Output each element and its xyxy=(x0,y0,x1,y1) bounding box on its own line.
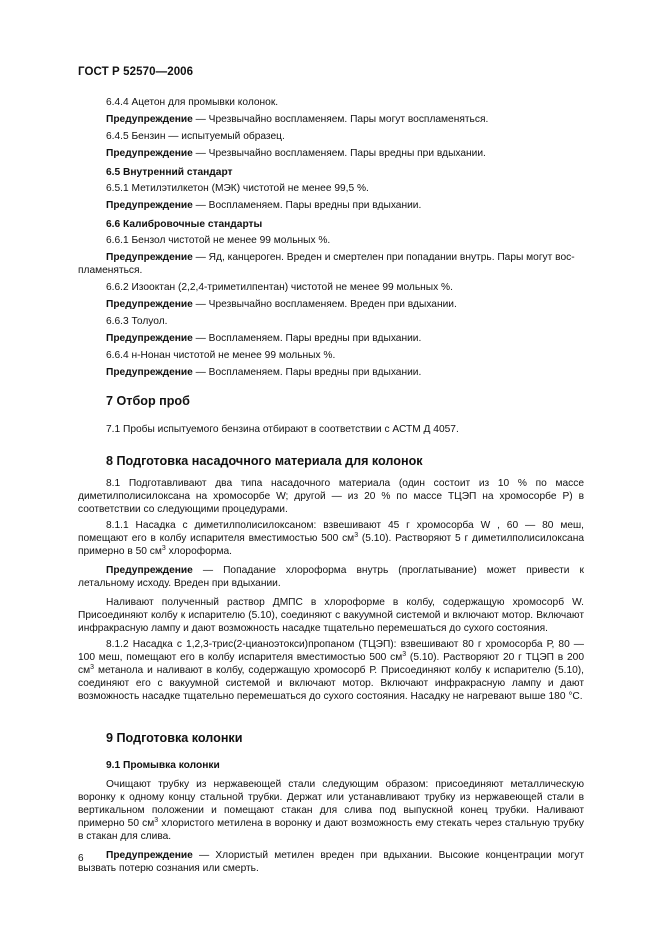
warning-text: — Воспламеняем. Пары вредны при вдыхании. xyxy=(192,367,422,378)
warning-text: — Попадание хлороформа внутрь (проглатывание) может привести к летальному исходу. Вреден при вдыхании. xyxy=(78,565,584,589)
warning-6-6-1-continued: пламеняться. xyxy=(78,265,143,276)
warning-text: — Воспламеняем. Пары вредны при вдыхании. xyxy=(192,200,422,211)
warning-6-5-1 xyxy=(78,199,584,218)
page-number: 6 xyxy=(78,853,84,864)
warning-label: Предупреждение xyxy=(106,200,193,211)
paragraph-6-6-1: 6.6.1 Бензол чистотой не менее 99 мольных %. xyxy=(106,235,331,246)
warning-label: Предупреждение xyxy=(106,367,193,378)
warning-label: Предупреждение xyxy=(106,850,193,861)
paragraph-6-6-2: 6.6.2 Изооктан (2,2,4-триметилпентан) чистотой не менее 99 мольных %. xyxy=(106,282,453,293)
warning-text: — Воспламеняем. Пары вредны при вдыхании. xyxy=(192,333,422,344)
paragraph-8-1: 8.1 Подготавливают два типа насадочного материала (один состоит из 10 % по массе диметилполисилоксана на хромосорбе W; другой — из 20 % по массе ТЦЭП на хромосорбе Р) в соответствии со следующими процедурами. xyxy=(78,478,584,515)
warning-label: Предупреждение xyxy=(106,148,193,159)
warning-6-4-5 xyxy=(78,147,584,166)
warning-label: Предупреждение xyxy=(106,333,193,344)
subsection-heading-6-5: 6.5 Внутренний стандарт xyxy=(106,167,233,178)
warning-6-6-3 xyxy=(78,332,584,349)
warning-label: Предупреждение xyxy=(106,252,193,263)
document-body xyxy=(78,96,584,875)
paragraph-dmps-solution: Наливают полученный раствор ДМПС в хлороформе в колбу, содержащую хромосорб W. Присоединяют колбу к испарителю (5.10), соединяют с вакуумной системой и включают мотор. Включают инфракрасную лампу и дают возможность насадке тщательно перемешаться до сухого состояния. xyxy=(78,597,584,634)
warning-6-6-1 xyxy=(78,251,584,264)
warning-6-6-4 xyxy=(78,366,584,393)
paragraph-9-1: Очищают трубку из нержавеющей стали следующим образом: присоединяют металлическую воронку к одному концу стальной трубки. Держат или устанавливают трубку из нержавеющей стали в вертикальном положении и помещают стакан для слива под выпускной конец трубки. Наливают примерно 50 $см^3$ хлористого метилена в воронку и дают возможность ему стекать через стальную трубку в стакан для слива. xyxy=(78,779,585,842)
warning-6-4-4 xyxy=(78,113,584,130)
warning-text: — Чрезвычайно воспламеняем. Пары могут воспламеняться. xyxy=(192,114,489,125)
warning-8-1-1 xyxy=(78,564,584,590)
section-heading-9: 9 Подготовка колонки xyxy=(106,731,243,745)
paragraph-6-5-1: 6.5.1 Метилэтилкетон (МЭК) чистотой не менее 99,5 %. xyxy=(106,183,369,194)
paragraph-8-1-1: 8.1.1 Насадка с диметилполисилоксаном: взвешивают 45 г хромосорба W , 60 — 80 меш, помещают его в колбу испарителя вместимостью 500 $см^3$ (5.10). Растворяют 5 г диметилполисилоксана примерно в 50 $см^3$ хлороформа. xyxy=(78,520,585,557)
paragraph-6-6-4: 6.6.4 н-Нонан чистотой не менее 99 мольных %. xyxy=(106,350,336,361)
document-header-code: ГОСТ Р 52570—2006 xyxy=(78,66,194,78)
warning-text: — Чрезвычайно воспламеняем. Вреден при вдыхании. xyxy=(192,299,457,310)
paragraph-7-1: 7.1 Пробы испытуемого бензина отбирают в соответствии с АСТМ Д 4057. xyxy=(106,424,459,435)
warning-6-6-2 xyxy=(78,298,584,315)
warning-9-1 xyxy=(78,849,584,875)
warning-label: Предупреждение xyxy=(106,299,193,310)
warning-text: — Яд, канцероген. Вреден и смертелен при попадании внутрь. Пары могут вос- xyxy=(192,252,575,263)
section-heading-8: 8 Подготовка насадочного материала для колонок xyxy=(106,454,423,468)
warning-text: — Чрезвычайно воспламеняем. Пары вредны при вдыхании. xyxy=(192,148,486,159)
subsection-heading-9-1: 9.1 Промывка колонки xyxy=(106,760,220,771)
warning-label: Предупреждение xyxy=(106,565,193,576)
paragraph-6-4-4: 6.4.4 Ацетон для промывки колонок. xyxy=(106,97,279,108)
paragraph-8-1-2: 8.1.2 Насадка с 1,2,3-трис(2-цианоэтокси)пропаном (ТЦЭП): взвешивают 80 г хромосорба Р, 80 — 100 меш, помещают его в колбу испарителя вместимостью 500 $см^3$ (5.10). Растворяют 20 г ТЦЭП в 200 $см^3$ метанола и наливают в колбу, содержащую хромосорб Р. Присоединяют колбу к испарителю (5.10), соединяют его с вакуумной системой и включают мотор. Включают инфракрасную лампу и дают возможность насадке тщательно перемешаться до сухого состояния. Насадку не нагревают выше 180 °С. xyxy=(78,639,584,702)
paragraph-6-6-3: 6.6.3 Толуол. xyxy=(106,316,168,327)
section-heading-7: 7 Отбор проб xyxy=(106,394,190,408)
warning-label: Предупреждение xyxy=(106,114,193,125)
subsection-heading-6-6: 6.6 Калибровочные стандарты xyxy=(106,219,263,230)
paragraph-6-4-5: 6.4.5 Бензин — испытуемый образец. xyxy=(106,131,285,142)
warning-text: — Хлористый метилен вреден при вдыхании. Высокие концентрации могут вызвать потерю сознания или смерть. xyxy=(78,850,584,874)
